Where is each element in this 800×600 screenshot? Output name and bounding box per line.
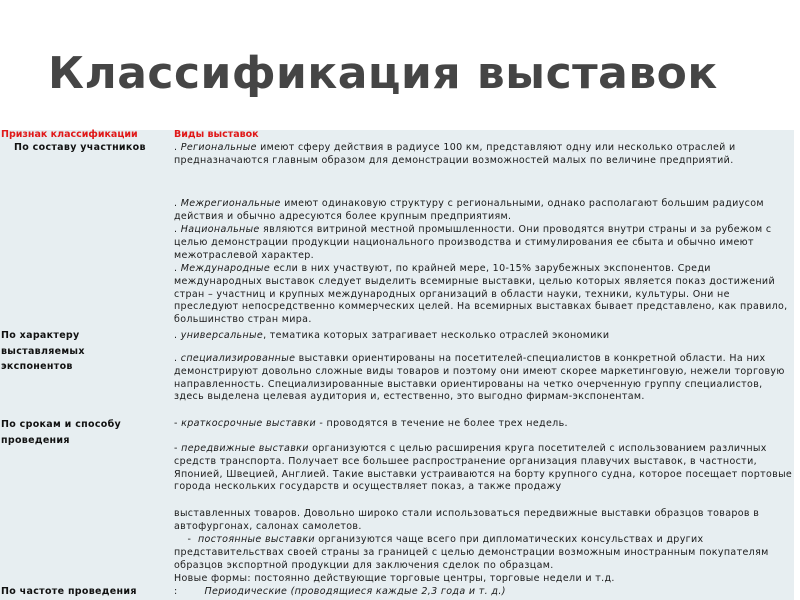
item-international: . Международные если в них участвуют, по крайней мере, 10-15% зарубежных экспонентов. Среди международных выставок следует выделить всемирные выставки, целью которых является показ достижений стран – участниц и крупных международных организаций в области науки, техники, культуры. Они не преследуют непосредственно коммерческих целей. На всемирных выставках бывает представлено, как правило, большинство стран мира. — [174, 263, 788, 326]
table-edge — [794, 130, 800, 600]
item-universal: . универсальные, тематика которых затрагивает несколько отраслей экономики — [174, 330, 610, 341]
header-types: Виды выставок — [174, 129, 259, 140]
criterion-frequency: По частоте проведения — [1, 586, 137, 597]
page-title: Классификация выставок — [48, 48, 718, 99]
item-periodic: : Периодические (проводящиеся каждые 2,3 года и т. д.) — [174, 586, 506, 597]
criterion-timing: По срокам и способу проведения — [1, 419, 122, 446]
criterion-exhibits: По характеру выставляемых экспонентов — [1, 330, 85, 372]
item-permanent: - постоянные выставки организуются чаще всего при дипломатических консульствах и других представительствах своей страны за границей с целью демонстрации возможным иностранным покупателям образцов экспортной продукции для заключения сделок по образцам. — [174, 534, 769, 571]
item-specialized: . специализированные выставки ориентированы на посетителей-специалистов в конкретной области. На них демонстрируют довольно сложные виды товаров и поэтому они имеют скорее маркетинговую, нежели торговую направленность. Специализированные выставки ориентированы на четко очерченную группу специалистов, здесь выделена целевая аудитория и, естественно, это выгодно фирмам-экспонентам. — [174, 353, 785, 403]
item-regional: . Региональные имеют сферу действия в радиусе 100 км, представляют одну или несколько отраслей и предназначаются главным образом для демонстрации возможностей малых по величине предприятий. — [174, 142, 736, 166]
item-new-forms: Новые формы: постоянно действующие торговые центры, торговые недели и т.д. — [174, 573, 615, 584]
item-national: . Национальные являются витриной местной промышленности. Они проводятся внутри страны и за рубежом с целью демонстрации продукции национального производства и стимулирования ее сбыта и обычно имеют межотраслевой характер. — [174, 224, 772, 261]
item-mobile-cont: выставленных товаров. Довольно широко стали использоваться передвижные выставки образцов товаров в автофургонах, салонах самолетов. — [174, 508, 760, 532]
criterion-participants: По составу участников — [14, 142, 146, 153]
header-criterion: Признак классификации — [1, 129, 138, 140]
item-interregional: . Межрегиональные имеют одинаковую структуру с региональными, однако располагают большим радиусом действия и обычно адресуются более крупным предприятиям. — [174, 198, 764, 222]
item-short-term: - краткосрочные выставки - проводятся в течение не более трех недель. — [174, 418, 568, 429]
item-mobile: - передвижные выставки организуются с целью расширения круга посетителей с использованием различных средств транспорта. Получает все большее распространение организация плавучих выставок, в частности, Японией, Швецией, Англией. Такие выставки устраиваются на борту крупного судна, которое посещает портовые города нескольких государств и осуществляет показ, а также продажу — [174, 443, 793, 493]
